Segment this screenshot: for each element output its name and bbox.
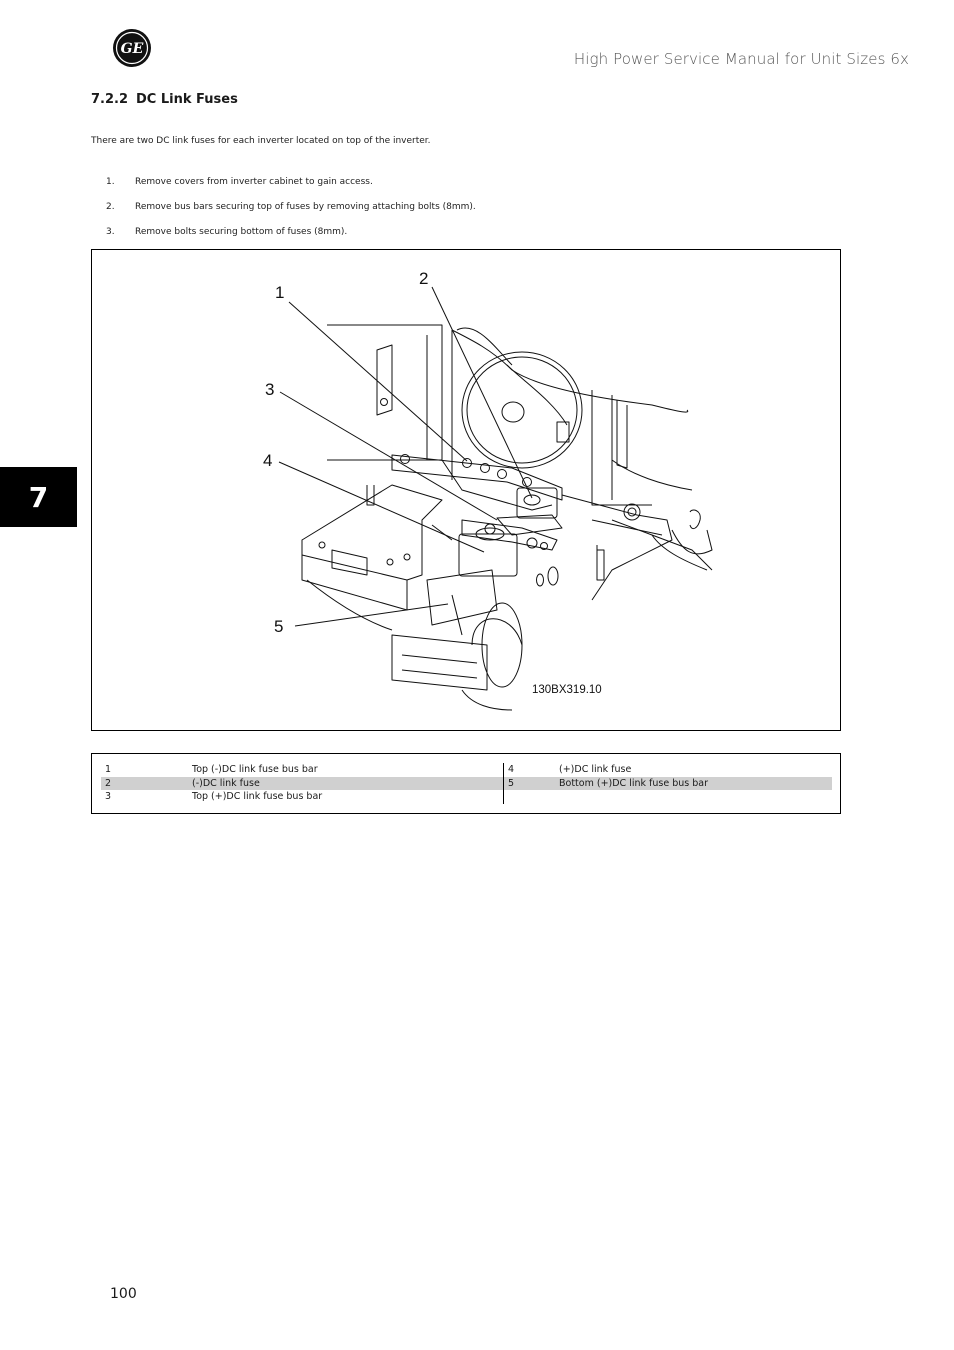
ge-logo bbox=[112, 28, 152, 68]
figure-legend bbox=[91, 753, 841, 814]
chapter-tab: 7 bbox=[0, 467, 77, 527]
intro-paragraph: There are two DC link fuses for each inverter located on top of the inverter. bbox=[91, 136, 431, 146]
callout-2: 2 bbox=[419, 269, 429, 288]
legend-number: 4 bbox=[508, 764, 515, 775]
step-text: Remove covers from inverter cabinet to gain access. bbox=[135, 177, 373, 187]
step-text: Remove bus bars securing top of fuses by removing attaching bolts (8mm). bbox=[135, 202, 476, 212]
figure-reference: 130BX319.10 bbox=[532, 684, 602, 696]
step-number: 1. bbox=[106, 177, 115, 187]
legend-row bbox=[504, 777, 832, 791]
section-number: 7.2.2 bbox=[91, 92, 129, 107]
legend-right-column bbox=[503, 763, 832, 804]
legend-row-empty bbox=[504, 790, 832, 804]
legend-text: (+)DC link fuse bbox=[559, 764, 632, 775]
legend-row bbox=[101, 763, 503, 777]
legend-text: Top (-)DC link fuse bus bar bbox=[192, 764, 318, 775]
callout-5: 5 bbox=[274, 617, 284, 636]
step-number: 2. bbox=[106, 202, 115, 212]
legend-row bbox=[504, 763, 832, 777]
step-number: 3. bbox=[106, 227, 115, 237]
page-number: 100 bbox=[110, 1286, 137, 1302]
manual-title: High Power Service Manual for Unit Sizes 6x bbox=[573, 50, 909, 68]
legend-row bbox=[101, 790, 503, 804]
legend-number: 5 bbox=[508, 777, 515, 789]
legend-text: Bottom (+)DC link fuse bus bar bbox=[559, 777, 708, 789]
legend-text: (-)DC link fuse bbox=[192, 777, 260, 789]
step-text: Remove bolts securing bottom of fuses (8mm). bbox=[135, 227, 348, 237]
figure-dc-link-fuses bbox=[91, 249, 841, 731]
callout-4: 4 bbox=[263, 451, 273, 470]
legend-number: 3 bbox=[105, 791, 112, 803]
legend-left-column bbox=[101, 763, 503, 804]
legend-row bbox=[101, 777, 503, 791]
svg-text:GE: GE bbox=[120, 41, 144, 57]
legend-text: Top (+)DC link fuse bus bar bbox=[192, 791, 323, 803]
legend-number: 1 bbox=[105, 764, 112, 775]
legend-number: 2 bbox=[105, 777, 112, 789]
callout-1: 1 bbox=[275, 283, 285, 302]
section-heading bbox=[91, 92, 238, 107]
section-title: DC Link Fuses bbox=[136, 92, 238, 107]
callout-3: 3 bbox=[265, 380, 275, 399]
fuse-assembly-drawing bbox=[92, 250, 840, 730]
